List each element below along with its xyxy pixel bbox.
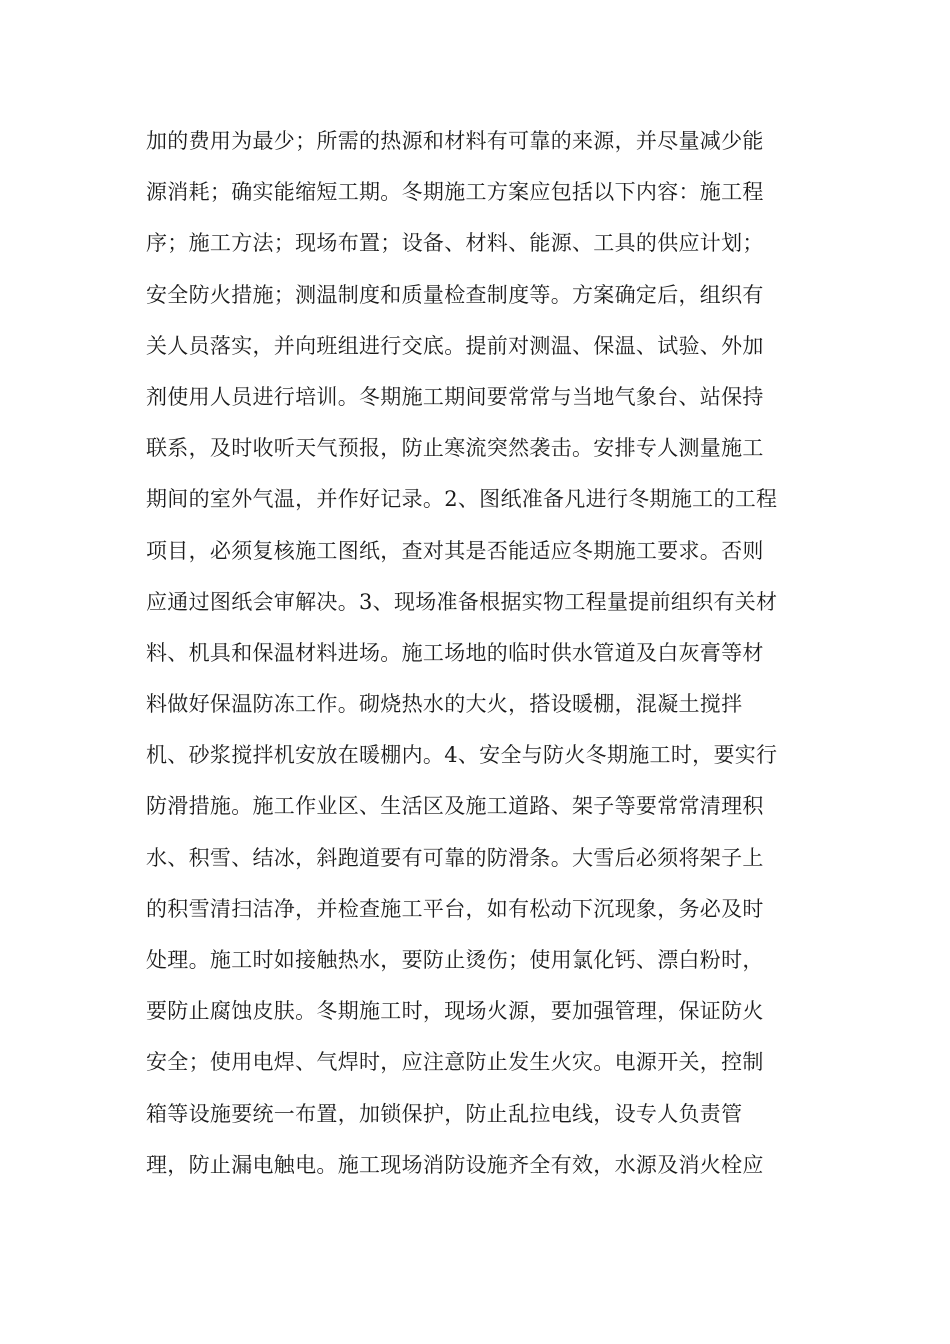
text-line: 处理。施工时如接触热水，要防止烫伤；使用氯化钙、漂白粉时， [146,948,764,972]
text-line: 安全防火措施；测温制度和质量检查制度等。方案确定后，组织有 [146,282,764,307]
text-line: 应通过图纸会审解决。3、现场准备根据实物工程量提前组织有关材 [146,589,778,614]
text-line: 剂使用人员进行培训。冬期施工期间要常常与当地气象台、站保持 [146,384,764,409]
text-line: 机、砂浆搅拌机安放在暖棚内。4、安全与防火冬期施工时，要实行 [146,743,778,768]
text-line: 水、积雪、结冰，斜跑道要有可靠的防滑条。大雪后必须将架子上 [146,845,764,870]
body-text [146,116,816,1191]
text-line: 料做好保温防冻工作。砌烧热水的大火，搭设暖棚，混凝土搅拌 [146,692,743,717]
text-line: 理，防止漏电触电。施工现场消防设施齐全有效，水源及消火栓应 [146,1152,764,1177]
text-line: 的积雪清扫洁净，并检查施工平台，如有松动下沉现象，务必及时 [146,896,764,921]
text-line: 联系，及时收听天气预报，防止寒流突然袭击。安排专人测量施工 [146,436,764,461]
text-line: 期间的室外气温，并作好记录。2、图纸准备凡进行冬期施工的工程 [146,487,778,512]
text-line: 箱等设施要统一布置，加锁保护，防止乱拉电线，设专人负责管 [146,1101,743,1126]
text-line: 料、机具和保温材料进场。施工场地的临时供水管道及白灰膏等材 [146,640,764,665]
text-line: 项目，必须复核施工图纸，查对其是否能适应冬期施工要求。否则 [146,538,764,563]
text-line: 安全；使用电焊、气焊时，应注意防止发生火灾。电源开关，控制 [146,1050,764,1075]
text-line: 要防止腐蚀皮肤。冬期施工时，现场火源，要加强管理，保证防火 [146,999,764,1024]
text-line: 关人员落实，并向班组进行交底。提前对测温、保温、试验、外加 [146,333,764,358]
text-line: 序；施工方法；现场布置；设备、材料、能源、工具的供应计划； [146,231,764,256]
text-line: 加的费用为最少；所需的热源和材料有可靠的来源，并尽量减少能 [146,129,764,153]
text-line: 源消耗；确实能缩短工期。冬期施工方案应包括以下内容：施工程 [146,180,764,205]
text-line: 防滑措施。施工作业区、生活区及施工道路、架子等要常常清理积 [146,794,764,819]
